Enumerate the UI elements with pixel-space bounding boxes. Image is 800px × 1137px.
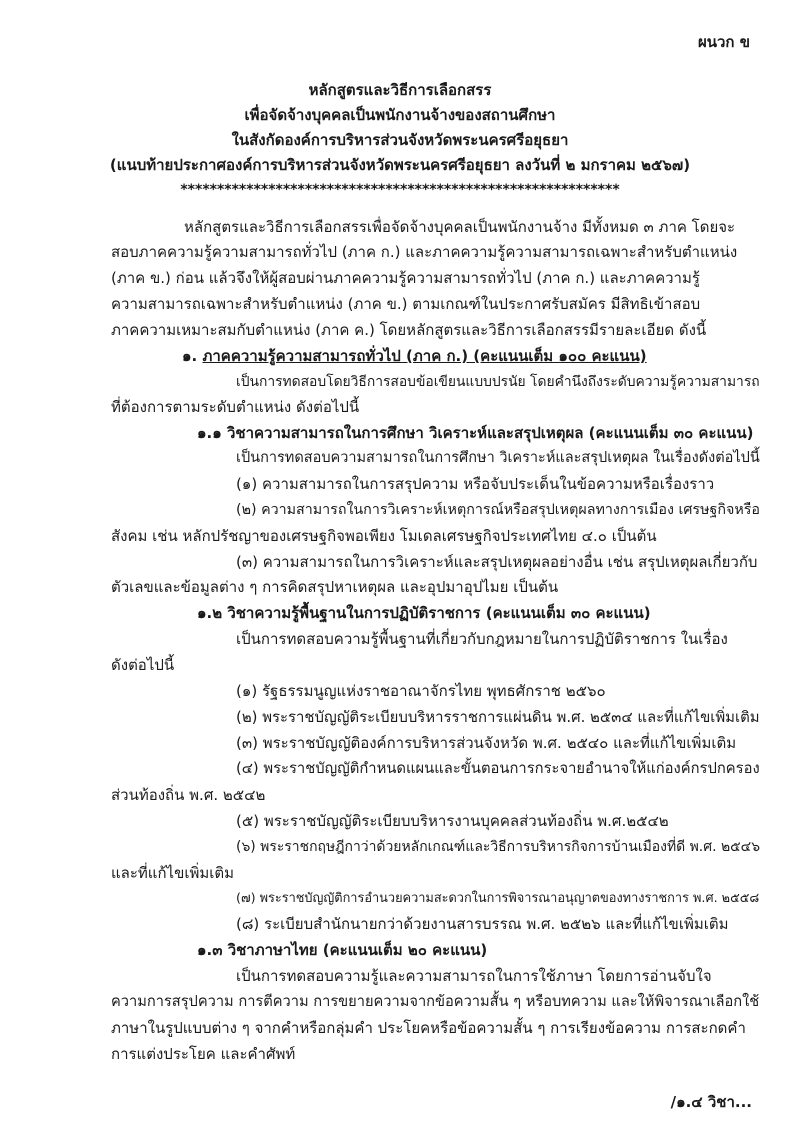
sub12-item-2: (๒) พระราชบัญญัติระเบียบบริหารราชการแผ่นดิน พ.ศ. ๒๕๓๔ และที่แก้ไขเพิ่มเติม: [236, 708, 760, 726]
sub13-desc-line-3: ภาษาในรูปแบบต่าง ๆ จากคำหรือกลุ่มคำ ประโยคหรือข้อความสั้น ๆ การเรียงข้อความ การสะกดคำ: [111, 1019, 746, 1037]
sub11-item-2: (๒) ความสามารถในการวิเคราะห์เหตุการณ์หรือสรุปเหตุผลทางการเมือง เศรษฐกิจหรือ: [236, 502, 760, 518]
continued-marker: /๑.๔ วิชา...: [670, 1093, 752, 1111]
sub13-desc-line-4: การแต่งประโยค และคำศัพท์: [111, 1045, 296, 1063]
sub11-desc: เป็นการทดสอบความสามารถในการศึกษา วิเคราะห์และสรุปเหตุผล ในเรื่องดังต่อไปนี้: [236, 450, 760, 466]
sub11-item-1: (๑) ความสามารถในการสรุปความ หรือจับประเด็นในข้อความหรือเรื่องราว: [236, 475, 715, 493]
sub11-item-2-cont: สังคม เช่น หลักปรัชญาของเศรษฐกิจพอเพียง โมเดลเศรษฐกิจประเทศไทย ๔.๐ เป็นต้น: [111, 527, 657, 545]
section1-heading: [182, 346, 647, 366]
sub12-item-6-cont: และที่แก้ไขเพิ่มเติม: [111, 864, 235, 882]
sub11-heading: ๑.๑ วิชาความสามารถในการศึกษา วิเคราะห์และสรุปเหตุผล (คะแนนเต็ม ๓๐ คะแนน): [197, 424, 754, 442]
sub12-item-6: (๖) พระราชกฤษฎีกาว่าด้วยหลักเกณฑ์และวิธีการบริหารกิจการบ้านเมืองที่ดี พ.ศ. ๒๕๔๖: [236, 839, 761, 855]
sub12-item-5: (๕) พระราชบัญญัติระเบียบบริหารงานบุคคลส่วนท้องถิ่น พ.ศ.๒๕๔๒: [236, 812, 669, 830]
doc-title-line-2: เพื่อจัดจ้างบุคคลเป็นพนักงานจ้างของสถานศึกษา: [244, 106, 556, 124]
sub12-item-4-cont: ส่วนท้องถิ่น พ.ศ. ๒๕๔๒: [111, 786, 266, 804]
intro-line-2: สอบภาคความรู้ความสามารถทั่วไป (ภาค ก.) และภาคความรู้ความสามารถเฉพาะสำหรับตำแหน่ง: [111, 243, 738, 261]
sub12-desc-line-2: ดังต่อไปนี้: [111, 656, 175, 674]
section1-desc-line-2: ที่ต้องการตามระดับตำแหน่ง ดังต่อไปนี้: [111, 398, 360, 416]
sub13-desc-line-2: ความการสรุปความ การตีความ การขยายความจากข้อความสั้น ๆ หรือบทความ และให้พิจารณาเลือกใช้: [111, 993, 760, 1010]
doc-title-line-3: ในสังกัดองค์การบริหารส่วนจังหวัดพระนครศรีอยุธยา: [231, 131, 569, 149]
doc-title-line-1: หลักสูตรและวิธีการเลือกสรร: [308, 81, 492, 99]
intro-line-4: ความสามารถเฉพาะสำหรับตำแหน่ง (ภาค ข.) ตามเกณฑ์ในประกาศรับสมัคร มีสิทธิเข้าสอบ: [111, 295, 701, 313]
sub13-heading: ๑.๓ วิชาภาษาไทย (คะแนนเต็ม ๒๐ คะแนน): [197, 941, 488, 959]
intro-line-1: หลักสูตรและวิธีการเลือกสรรเพื่อจัดจ้างบุคคลเป็นพนักงานจ้าง มีทั้งหมด ๓ ภาค โดยจะ: [184, 218, 736, 236]
sub12-item-4: (๔) พระราชบัญญัติกำหนดแผนและขั้นตอนการกระจายอำนาจให้แก่องค์กรปกครอง: [236, 760, 760, 777]
sub12-item-3: (๓) พระราชบัญญัติองค์การบริหารส่วนจังหวัด พ.ศ. ๒๕๔๐ และที่แก้ไขเพิ่มเติม: [236, 734, 737, 752]
section1-desc-line-1: เป็นการทดสอบโดยวิธีการสอบข้อเขียนแบบปรนัย โดยคำนึงถึงระดับความรู้ความสามารถ: [236, 374, 760, 390]
sub11-item-3-cont: ตัวเลขและข้อมูลต่าง ๆ การคิดสรุปหาเหตุผล และอุปมาอุปไมย เป็นต้น: [111, 578, 559, 596]
section1-title: ภาคความรู้ความสามารถทั่วไป (ภาค ก.) (คะแนนเต็ม ๑๐๐ คะแนน): [202, 347, 647, 365]
sub12-desc-line-1: เป็นการทดสอบความรู้พื้นฐานที่เกี่ยวกับกฎหมายในการปฏิบัติราชการ ในเรื่อง: [236, 630, 728, 648]
sub12-heading: ๑.๒ วิชาความรู้พื้นฐานในการปฏิบัติราชการ (คะแนนเต็ม ๓๐ คะแนน): [197, 604, 651, 622]
sub12-item-1: (๑) รัฐธรรมนูญแห่งราชอาณาจักรไทย พุทธศักราช ๒๕๖๐: [236, 682, 606, 700]
sub11-item-3: (๓) ความสามารถในการวิเคราะห์และสรุปเหตุผลอย่างอื่น เช่น สรุปเหตุผลเกี่ยวกับ: [236, 553, 758, 571]
intro-line-3: (ภาค ข.) ก่อน แล้วจึงให้ผู้สอบผ่านภาคความรู้ความสามารถทั่วไป (ภาค ก.) และภาคความรู้: [111, 269, 700, 287]
sub13-desc-line-1: เป็นการทดสอบความรู้และความสามารถในการใช้ภาษา โดยการอ่านจับใจ: [236, 967, 712, 985]
intro-line-5: ภาคความเหมาะสมกับตำแหน่ง (ภาค ค.) โดยหลักสูตรและวิธีการเลือกสรรมีรายละเอียด ดังนี้: [111, 321, 707, 339]
doc-title-line-4: (แนบท้ายประกาศองค์การบริหารส่วนจังหวัดพระนครศรีอยุธยา ลงวันที่ ๒ มกราคม ๒๕๖๗): [109, 156, 691, 174]
separator-stars: ************************************************************: [180, 182, 620, 198]
annex-label: ผนวก ข: [697, 33, 750, 51]
sub12-item-8: (๘) ระเบียบสำนักนายกว่าด้วยงานสารบรรณ พ.ศ. ๒๕๒๖ และที่แก้ไขเพิ่มเติม: [236, 915, 729, 933]
sub12-item-7: (๗) พระราชบัญญัติการอำนวยความสะดวกในการพิจารณาอนุญาตของทางราชการ พ.ศ. ๒๕๕๘: [236, 891, 760, 906]
section1-number: ๑.: [182, 347, 198, 365]
